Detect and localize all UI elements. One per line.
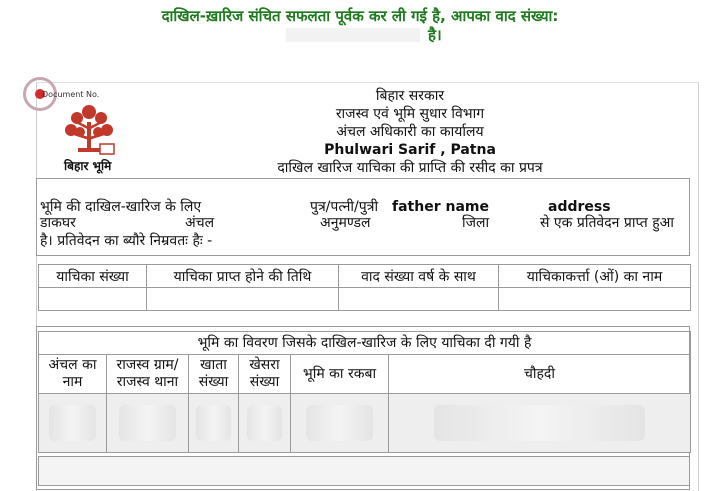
header-form-title: दाखिल खारिज याचिका की प्राप्ति की रसीद का प्रपत्र — [277, 160, 543, 176]
case-number-cell — [339, 288, 499, 311]
petition-date-cell — [147, 288, 339, 311]
header-department: राजस्व एवं भूमि सुधार विभाग — [335, 106, 485, 122]
khata-cell-redacted — [189, 394, 239, 453]
header-government: बिहार सरकार — [375, 88, 445, 104]
success-message-suffix: है। — [428, 26, 442, 44]
col-boundaries: चौहदी — [389, 355, 691, 394]
circle-label: अंचल — [185, 215, 215, 231]
col-khesra-number: खेसरा संख्या — [239, 355, 291, 394]
report-details-text: है। प्रतिवेदन का ब्यौरे निम्रवतः हैः - — [40, 233, 213, 249]
revenue-village-cell-redacted — [107, 394, 189, 453]
petitioner-name-cell — [499, 288, 691, 311]
report-received-text: से एक प्रतिवेदन प्राप्त हुआ — [540, 215, 674, 231]
post-office-label: डाकघर — [40, 215, 76, 231]
petition-table — [38, 264, 691, 311]
land-details-table — [38, 331, 691, 453]
land-area-cell-redacted — [291, 394, 389, 453]
success-message: दाखिल-ख़ारिज संचित सफलता पूर्वक कर ली गई है, आपका वाद संख्या: — [161, 7, 559, 25]
intro-land-text: भूमि की दाखिल-खारिज के लिए — [40, 199, 202, 215]
boundaries-cell-redacted — [389, 394, 691, 453]
address-field: address — [548, 199, 611, 215]
circle-name-cell-redacted — [39, 394, 107, 453]
logo-caption: बिहार भूमि — [64, 159, 112, 173]
header-office: अंचल अधिकारी का कार्यालय — [336, 124, 484, 140]
col-land-area: भूमि का रकबा — [291, 355, 389, 394]
case-number-redacted — [286, 28, 420, 42]
col-petition-number: याचिका संख्या — [39, 265, 147, 288]
col-revenue-village: राजस्व ग्राम/ राजस्व थाना — [107, 355, 189, 394]
col-case-number-year: वाद संख्या वर्ष के साथ — [339, 265, 499, 288]
petition-number-cell — [39, 288, 147, 311]
remarks-row — [38, 456, 690, 486]
land-table-title: भूमि का विवरण जिसके दाखिल-खारिज के लिए याचिका दी गयी है — [39, 332, 691, 355]
col-petition-date: याचिका प्राप्त होने की तिथि — [147, 265, 339, 288]
khesra-cell-redacted — [239, 394, 291, 453]
col-khata-number: खाता संख्या — [189, 355, 239, 394]
document-number-label: Document No. — [42, 90, 100, 99]
father-name-field: father name — [392, 199, 489, 215]
bihar-bhoomi-logo-icon — [60, 100, 118, 160]
intro-relation-label: पुत्र/पत्नी/पुत्री — [310, 199, 379, 215]
header-location: Phulwari Sarif , Patna — [324, 142, 496, 158]
subdivision-label: अनुमण्डल — [320, 215, 371, 231]
district-label: जिला — [462, 215, 490, 231]
col-circle-name: अंचल का नाम — [39, 355, 107, 394]
col-petitioner-name: याचिकाकर्त्ता (ओं) का नाम — [499, 265, 691, 288]
